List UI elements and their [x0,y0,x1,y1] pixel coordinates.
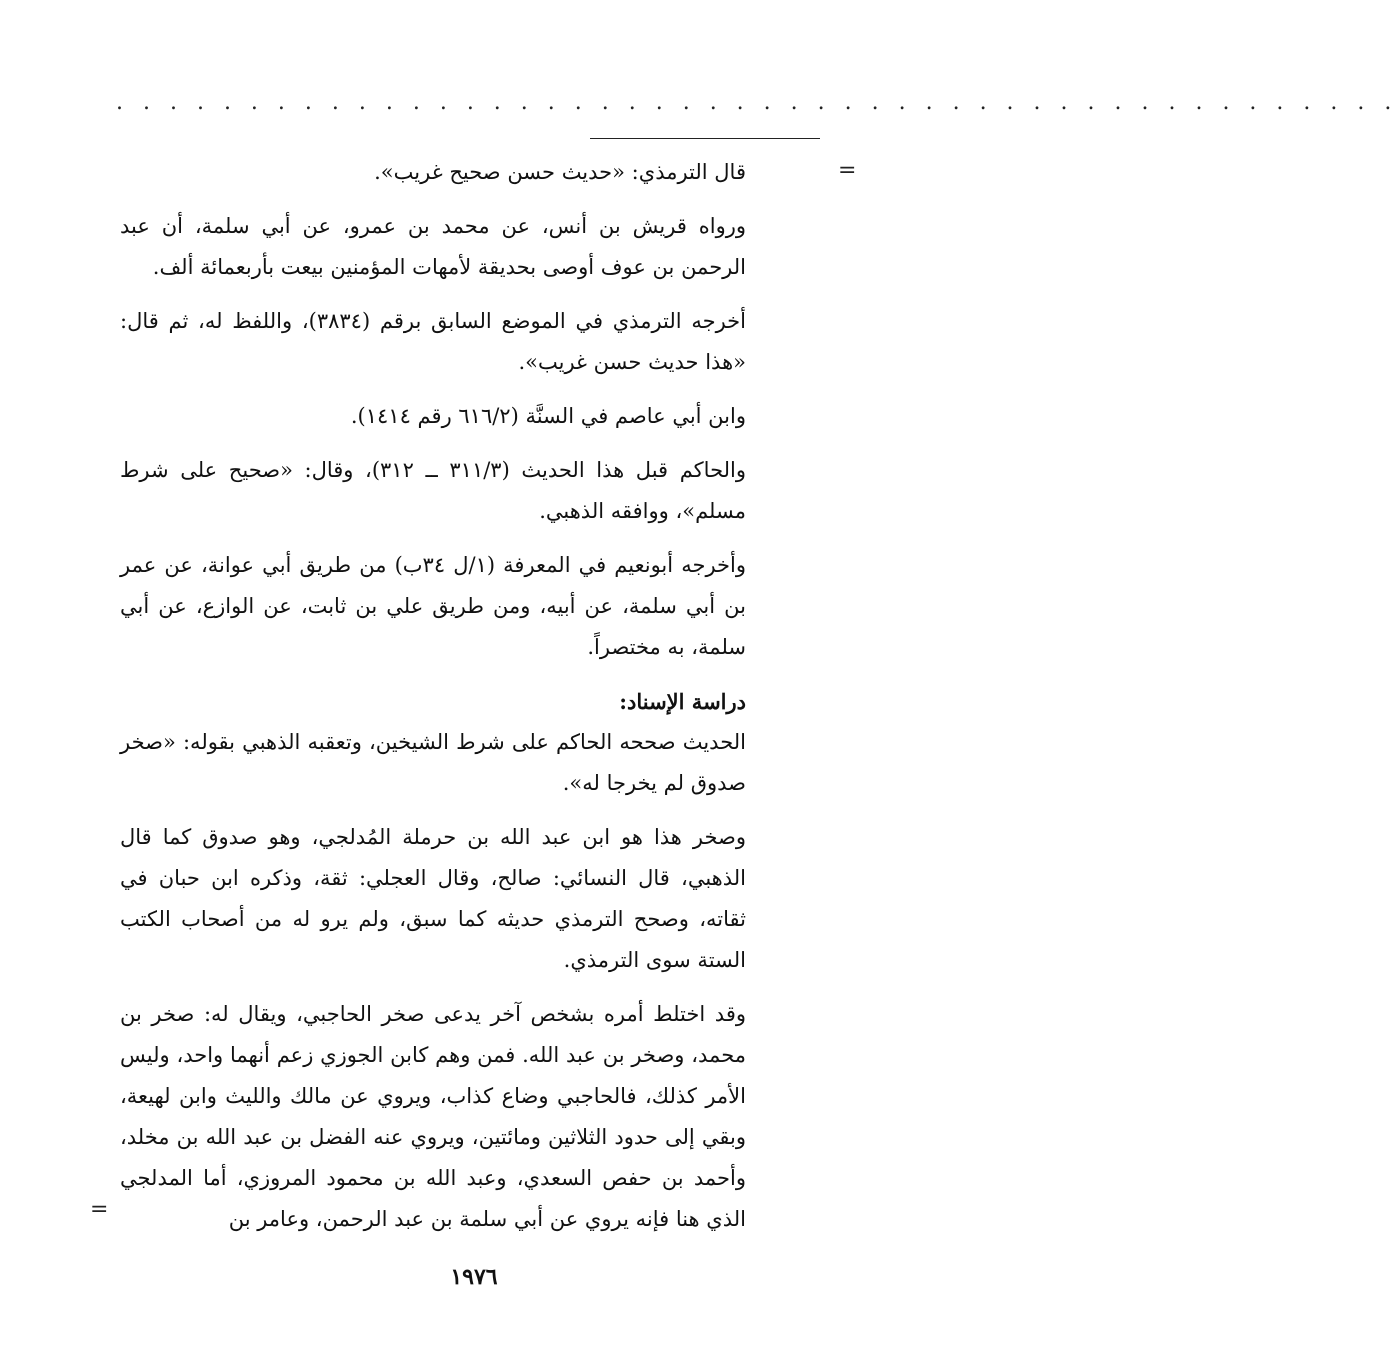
paragraph: الحديث صححه الحاكم على شرط الشيخين، وتعقبه الذهبي بقوله: «صخر صدوق لم يخرجا له». [120,730,746,795]
footnote-rule [590,138,820,139]
paragraph: وابن أبي عاصم في السنَّة (٦١٦/٢ رقم ١٤١٤). [350,404,746,428]
paragraph: وقد اختلط أمره بشخص آخر يدعى صخر الحاجبي، ويقال له: صخر بن محمد، وصخر بن عبد الله. فمن وهم كابن الجوزي زعم أنهما واحد، وليس الأمر كذلك، فالحاجبي وضاع كذاب، ويروي عن مالك والليث وابن لهيعة، وبقي إلى حدود الثلاثين ومائتين، ويروي عنه الفضل بن عبد الله بن مخلد، وأحمد بن حفص السعدي، وعبد الله بن محمود المروزي، أما المدلجي الذي هنا فإنه يروي عن أبي سلمة بن عبد الرحمن، وعامر بن [120,1002,746,1231]
dotted-separator: . . . . . . . . . . . . . . . . . . . . . . . . . . . . . . . . . . . . . . . . . . . . . . . . [116,90,1398,115]
continuation-mark-bottom: = [90,1197,109,1222]
paragraph: ورواه قريش بن أنس، عن محمد بن عمرو، عن أبي سلمة، أن عبد الرحمن بن عوف أوصى بحديقة لأمهات المؤمنين بيعت بأربعمائة ألف. [120,214,746,279]
paragraph: وأخرجه أبونعيم في المعرفة (١/ل ٣٤ب) من طريق أبي عوانة، عن عمر بن أبي سلمة، عن أبيه، ومن طريق علي بن ثابت، عن الوازع، عن أبي سلمة، به مختصراً. [120,553,746,659]
page-number: ١٩٧٦ [450,1264,498,1290]
text-column [120,152,746,1253]
continuation-mark-top: = [838,158,857,183]
paragraph: والحاكم قبل هذا الحديث (٣١١/٣ ــ ٣١٢)، وقال: «صحيح على شرط مسلم»، ووافقه الذهبي. [120,458,746,523]
paragraph: قال الترمذي: «حديث حسن صحيح غريب». [374,160,746,184]
paragraph: أخرجه الترمذي في الموضع السابق برقم (٣٨٣٤)، واللفظ له، ثم قال: «هذا حديث حسن غريب». [120,309,746,374]
section-heading: دراسة الإسناد: [619,689,746,714]
paragraph: وصخر هذا هو ابن عبد الله بن حرملة المُدلجي، وهو صدوق كما قال الذهبي، قال النسائي: صالح، وقال العجلي: ثقة، وذكره ابن حبان في ثقاته، وصحح الترمذي حديثه كما سبق، ولم يرو له من أصحاب الكتب الستة سوى الترمذي. [120,825,746,972]
